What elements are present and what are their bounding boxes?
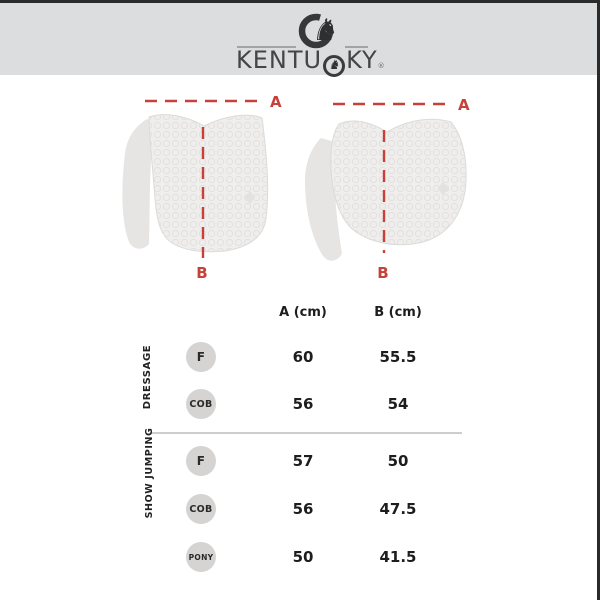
value-a: 50 [292,548,314,566]
section-label-dressage: DRESSAGE [141,344,153,410]
size-badge: F [186,446,216,476]
value-a: 57 [292,452,314,470]
dressage-label-b: B [196,264,208,282]
size-badge: COB [186,494,216,524]
section-label-show-jumping: SHOW JUMPING [143,427,155,519]
column-header-a: A (cm) [279,305,327,320]
jumping-label-a: A [458,96,470,114]
value-a: 60 [292,348,314,366]
brand-circled-c-horse-icon: ♞ [323,55,345,77]
value-a: 56 [292,500,314,518]
measurement-diagram [90,85,510,285]
jumping-pad-illustration [305,119,466,260]
brand-text-prefix: KENTU [236,46,323,74]
jumping-label-b: B [377,264,389,282]
value-b: 50 [387,452,409,470]
value-b: 41.5 [379,548,417,566]
dressage-pad-underflap [122,119,154,249]
value-b: 47.5 [379,500,417,518]
section-divider [150,432,462,434]
registered-mark: ® [377,62,386,70]
brand-text-suffix: KY [346,46,378,74]
size-badge: PONY [186,542,216,572]
value-a: 56 [292,395,314,413]
dressage-pad-quilting [149,115,268,252]
size-badge: COB [186,389,216,419]
kentucky-horse-emblem-icon [296,8,344,50]
dressage-pad-illustration [122,115,267,252]
dressage-label-a: A [270,93,282,111]
jumping-pad-quilting [331,119,466,245]
brand-header [0,3,597,75]
column-header-b: B (cm) [374,305,422,320]
size-badge: F [186,342,216,372]
value-b: 55.5 [379,348,417,366]
emblem-horse-icon: ♞ [312,13,339,48]
brand-wordmark [236,46,386,74]
value-b: 54 [387,395,409,413]
